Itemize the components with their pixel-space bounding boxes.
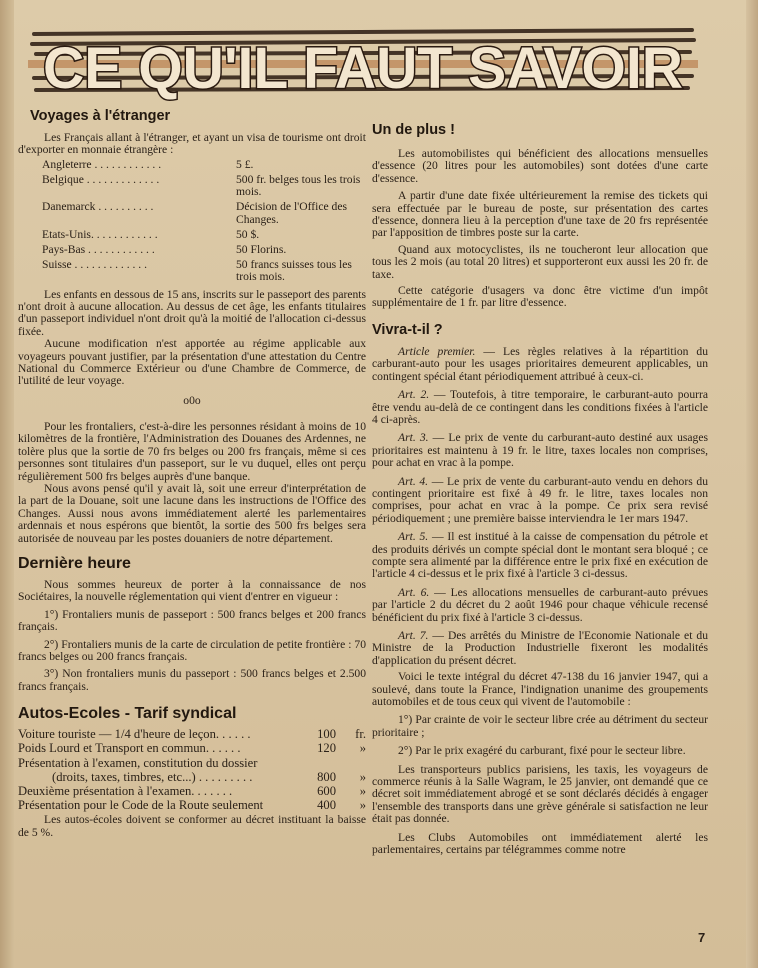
decree-article: Art. 7. — Des arrêtés du Ministre de l'Economie Nationale et du Ministre de la Production Industrielle fixeront les modalités d'application du présent décret.: [372, 629, 708, 667]
decree-article: Art. 2. — Toutefois, à titre temporaire, le carburant-auto pourra être vendu au-delà de ce contingent dans les conditions fixées à l'article 4 ci-après.: [372, 388, 708, 426]
objection-item: 1°) Par crainte de voir le secteur libre crée au détriment du secteur prioritaire ;: [372, 713, 708, 739]
allowance-row: Suisse . . . . . . . . . . . . . 50 francs suisses tous les trois mois.: [42, 258, 352, 284]
banner-title: CE QU'IL FAUT SAVOIR: [43, 36, 683, 101]
autos-ecoles-note: Les autos-écoles doivent se conformer au décret instituant la baisse de 5 %.: [18, 813, 366, 839]
decree-commentary: Voici le texte intégral du décret 47-138 du 16 janvier 1947, qui a soulevé, dans toute la France, l'indignation unanime des groupements automobiles et de tous ceux qui vivent de l'automobile :: [372, 670, 708, 709]
tarif-table: [18, 727, 366, 812]
right-column: [372, 122, 708, 857]
allowance-row: Angleterre . . . . . . . . . . . . 5 £.: [42, 157, 254, 171]
allowance-row: Belgique . . . . . . . . . . . . . 500 fr. belges tous les trois mois.: [42, 173, 361, 199]
tarif-row: Présentation pour le Code de la Route seulement 400 »: [18, 798, 366, 813]
un-de-plus-paragraph: Quand aux motocyclistes, ils ne toucheront leur allocation que tous les 2 mois (au total 20 litres) et supporteront eux aussi les 20 fr. de taxe.: [372, 242, 708, 281]
clubs-paragraph: Les Clubs Automobiles ont immédiatement alerté les parlementaires, certains par télégrammes comme notre: [372, 830, 708, 857]
decree-article: Art. 3. — Le prix de vente du carburant-auto destiné aux usages prioritaires est maintenu à 19 fr. le litre, taxes locales non comprises, pour achat en vrac à la pompe.: [372, 431, 708, 470]
tarif-row: Voiture touriste — 1/4 d'heure de leçon. . . . . . 100 fr.: [18, 727, 366, 742]
derniere-heure-heading: Dernière heure: [18, 554, 131, 572]
allowance-row: Danemarck . . . . . . . . . . Décision de l'Office des Changes.: [42, 200, 348, 226]
tarif-row: Deuxième présentation à l'examen. . . . . . . 600 »: [18, 784, 366, 799]
vivra-heading: Vivra-t-il ?: [372, 321, 443, 338]
banner-graphic: [28, 22, 698, 106]
autos-ecoles-heading: Autos-Ecoles - Tarif syndical: [18, 705, 237, 723]
un-de-plus-paragraph: A partir d'une date fixée ultérieurement la remise des tickets qui sera effectuée par le bureau de poste, sur présentation des cartes d'essence, donnera lieu à la perception d'une taxe de 20 frs représentée par l'apposition de timbres poste sur la carte.: [372, 189, 708, 240]
allowance-row: Etats-Unis. . . . . . . . . . . . 50 $.: [42, 227, 260, 241]
decree-article: Art. 4. — Le prix de vente du carburant-auto vendu en dehors du contingent prioritaire est fixé à 49 fr. le litre, taxes locales non comprises, pour achat en vrac à la pompe. Ce prix sera revisé périodiquement ; une première baisse interviendra le 1er mars 1947.: [372, 474, 708, 525]
decree-article: Art. 5. — Il est institué à la caisse de compensation du pétrole et des produits dérivés un compte spécial dont le montant sera bloqué ; ce compte sera alimenté par la différence entre le prix fixé en exécution de l'article 4 ci-dessus et le prix fixé à l'article 3 ci-dessus.: [372, 530, 709, 581]
title-banner: [28, 22, 698, 106]
un-de-plus-heading: Un de plus !: [372, 122, 455, 138]
section-separator: o0o: [183, 393, 201, 407]
allowance-table: [18, 159, 366, 284]
decree-article: Article premier. — Les règles relatives à la répartition du carburant-auto pour les usages prioritaires demeurent applicables, un contingent spécial étant périodiquement attribué à ceux-ci.: [372, 344, 709, 383]
transporters-paragraph: Les transporteurs publics parisiens, les taxis, les voyageurs de commerce réunis à la Salle Wagram, le 25 janvier, ont demandé que ce décret soit immédiatement abrogé et se sont déclarés décidés à engager l'ensemble des transports dans une grève générale si satisfaction ne leur était pas donnée.: [372, 762, 708, 826]
voyages-exception-paragraph: Aucune modification n'est apportée au régime applicable aux voyageurs pouvant justifier, par la présentation d'une attestation du Centre National du Commerce Extérieur ou d'une Chambre de Commerce, de l'utilité de leur voyage.: [18, 337, 366, 388]
page-left-edge: [0, 0, 14, 968]
objection-item: 2°) Par le prix exagéré du carburant, fixé pour le secteur libre.: [398, 744, 686, 758]
left-column: [18, 108, 366, 839]
regulation-item: 2°) Frontaliers munis de la carte de circulation de petite frontière : 70 francs belges ou 200 francs français.: [18, 637, 366, 663]
douane-paragraph: Nous avons pensé qu'il y avait là, soit une erreur d'interprétation de la part de la Douane, soit une lacune dans les instructions de l'Office des Changes. Aussi nous avons immédiatement alerté les parlementaires ardennais et nous espérons que bientôt, la sortie des 500 frs belges sera autorisée de nouveau par les postes douaniers de notre département.: [18, 481, 366, 545]
decree-article: Art. 6. — Les allocations mensuelles de carburant-auto prévues par l'article 2 du décret du 2 août 1946 pour chaque véhicule recensé bénéficient du prix fixé à l'article 3 ci-dessus.: [372, 585, 709, 624]
tarif-row: (droits, taxes, timbres, etc...) . . . . . . . . . 800 »: [52, 769, 366, 784]
un-de-plus-paragraph: Les automobilistes qui bénéficient des allocations mensuelles d'essence (20 litres pour les automobiles) sont dotées d'une carte d'essence.: [372, 147, 708, 185]
derniere-heure-intro: Nous sommes heureux de porter à la connaissance de nos Sociétaires, la nouvelle réglementation qui vient d'entrer en vigueur :: [18, 577, 366, 604]
regulation-item: 3°) Non frontaliers munis du passeport : 500 francs belges et 2.500 francs français.: [18, 667, 366, 693]
frontaliers-paragraph: Pour les frontaliers, c'est-à-dire les personnes résidant à moins de 10 kilomètres de la frontière, l'Administration des Douanes des Ardennes, ne tolère plus que la sortie de 70 frs belges ou 200 frs français, même si ces personnes sont titulaires d'un passeport, sur le vu duquel, elles ont perçu régulièrement 500 frs belges auprès d'une banque.: [18, 419, 366, 483]
allowance-row: Pays-Bas . . . . . . . . . . . . 50 Florins.: [42, 243, 287, 257]
page-right-edge: [746, 0, 758, 968]
voyages-intro: Les Français allant à l'étranger, et ayant un visa de tourisme ont droit d'exporter en monnaie étrangère :: [18, 131, 366, 157]
voyages-children-paragraph: Les enfants en dessous de 15 ans, inscrits sur le passeport des parents n'ont droit à aucune allocation. Au dessus de cet âge, les enfants titulaires d'un passeport individuel n'ont droit qu'à la moitié de l'allocation ci-dessus fixée.: [18, 287, 366, 338]
page-number: 7: [698, 930, 706, 945]
voyages-heading: Voyages à l'étranger: [30, 108, 171, 124]
regulation-item: 1°) Frontaliers munis de passeport : 500 francs belges et 200 francs français.: [18, 607, 366, 634]
tarif-row: Poids Lourd et Transport en commun. . . . . . 120 »: [18, 741, 366, 756]
un-de-plus-paragraph: Cette catégorie d'usagers va donc être victime d'un impôt supplémentaire de 1 fr. par litre d'essence.: [372, 284, 708, 310]
tarif-row: Présentation à l'examen, constitution du dossier: [18, 755, 258, 770]
